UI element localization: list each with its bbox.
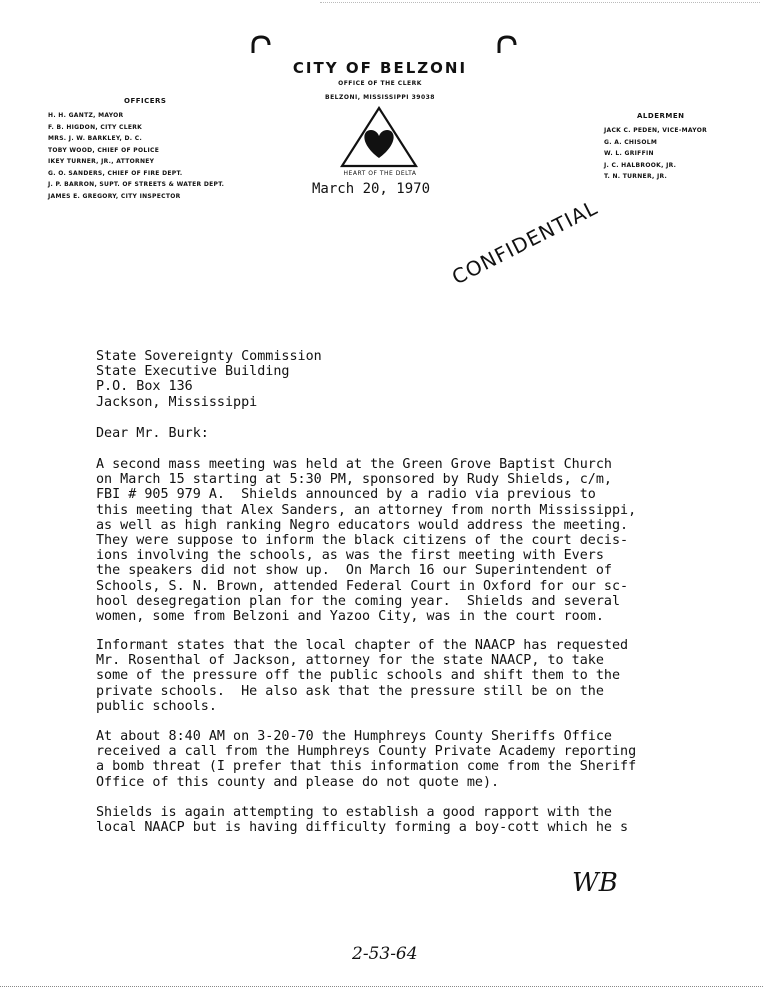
officer-line: IKEY TURNER, JR., ATTORNEY [48, 158, 155, 165]
alderman-line: W. L. GRIFFIN [604, 150, 654, 157]
recipient-line: Jackson, Mississippi [96, 394, 258, 410]
alderman-line: G. A. CHISOLM [604, 138, 658, 146]
body-line: Informant states that the local chapter of the NAACP has requested [96, 638, 629, 653]
recipient-line: State Executive Building [96, 364, 290, 380]
body-line: They were suppose to inform the black citizens of the court decis- [96, 533, 629, 549]
body-line: public schools. [96, 698, 217, 714]
confidential-stamp: CONFIDENTIAL [448, 195, 602, 290]
letterhead [0, 0, 763, 200]
recipient-address [96, 349, 322, 410]
aldermen-list [604, 125, 707, 183]
body-line: as well as high ranking Negro educators would address the meeting. [96, 517, 629, 533]
body-line: A second mass meeting was held at the Green Grove Baptist Church [96, 457, 612, 472]
paragraph-3 [96, 729, 636, 790]
officers-heading: OFFICERS [124, 97, 167, 105]
officer-line: J. P. BARRON, SUPT. OF STREETS & WATER DEPT. [48, 181, 225, 188]
body-line: Mr. Rosenthal of Jackson, attorney for the state NAACP, to take [96, 653, 604, 669]
body-line: Schools, S. N. Brown, attended Federal Court in Oxford for our sc- [96, 578, 629, 594]
heart-triangle-logo [340, 106, 418, 168]
body-line: Shields is again attempting to establish a good rapport with the [96, 805, 612, 820]
body-line: At about 8:40 AM on 3-20-70 the Humphreys County Sheriffs Office [96, 729, 612, 744]
body-line: a bomb threat (I prefer that this information come from the Sheriff [96, 759, 637, 775]
letter-date: March 20, 1970 [312, 181, 431, 197]
body-line: ions involving the schools, as was the first meeting with Evers [96, 548, 604, 564]
body-line: FBI # 905 979 A. Shields announced by a radio via previous to [96, 487, 596, 503]
officer-line: TOBY WOOD, CHIEF OF POLICE [48, 146, 160, 154]
officer-line: MRS. J. W. BARKLEY, D. C. [48, 135, 143, 142]
body-line: received a call from the Humphreys County Private Academy reporting [96, 744, 637, 760]
recipient-line: P.O. Box 136 [96, 379, 193, 395]
address-line: BELZONI, MISSISSIPPI 39038 [325, 94, 435, 101]
left-arch-ornament [250, 34, 272, 54]
body-line: local NAACP but is having difficulty forming a boy-cott which he s [96, 820, 629, 836]
alderman-line: JACK C. PEDEN, VICE-MAYOR [604, 127, 708, 134]
salutation: Dear Mr. Burk: [96, 426, 209, 441]
city-title: CITY OF BELZONI [292, 59, 468, 77]
body-line: Office of this county and please do not quote me). [96, 774, 500, 790]
handwritten-page-number: 2-53-64 [352, 944, 418, 964]
bottom-dotted-rule [0, 986, 763, 987]
body-line: hool desegregation plan for the coming year. Shields and several [96, 593, 621, 609]
aldermen-heading: ALDERMEN [637, 112, 685, 120]
alderman-line: J. C. HALBROOK, JR. [604, 161, 677, 169]
paragraph-1 [96, 457, 636, 624]
body-line: private schools. He also ask that the pressure still be on the [96, 683, 604, 699]
handwritten-initials: WB [572, 868, 618, 898]
officers-list [48, 110, 224, 202]
right-arch-ornament [496, 34, 518, 54]
paragraph-2 [96, 638, 628, 714]
officer-line: F. B. HIGDON, CITY CLERK [48, 123, 143, 131]
recipient-line: State Sovereignty Commission [96, 349, 322, 364]
alderman-line: T. N. TURNER, JR. [604, 173, 668, 180]
body-line: the speakers did not show up. On March 16 our Superintendent of [96, 563, 612, 579]
officer-line: JAMES E. GREGORY, CITY INSPECTOR [48, 192, 181, 200]
body-line: some of the pressure off the public schools and shift them to the [96, 668, 621, 684]
body-line: on March 15 starting at 5:30 PM, sponsored by Rudy Shields, c/m, [96, 472, 612, 488]
paragraph-4 [96, 805, 628, 835]
body-line: women, some from Belzoni and Yazoo City, was in the court room. [96, 609, 604, 625]
officer-line: G. O. SANDERS, CHIEF OF FIRE DEPT. [48, 169, 183, 177]
officer-line: H. H. GANTZ, MAYOR [48, 112, 124, 119]
office-line: OFFICE OF THE CLERK [338, 80, 422, 87]
motto-line: HEART OF THE DELTA [343, 170, 417, 177]
top-dotted-rule [320, 2, 760, 3]
body-line: this meeting that Alex Sanders, an attorney from north Mississippi, [96, 502, 637, 518]
